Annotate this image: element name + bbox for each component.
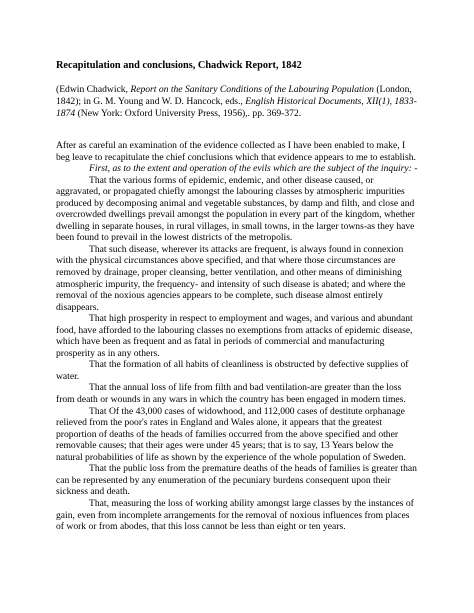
citation-work-title: Report on the Sanitary Conditions of the Labouring Population	[130, 84, 374, 95]
citation-part-2: (London, 1842); in G. M. Young and W. D. Hancock, eds.,	[56, 84, 412, 107]
paragraph-intro: After as careful an examination of the evidence collected as I have been enabled to make, I beg leave to recapitulate the chief conclusions which that evidence appears to me to establish.	[56, 140, 416, 163]
paragraph-5: That the annual loss of life from filth and bad ventilation-are greater than the loss from death or wounds in any wars in which the country has been engaged in modern times.	[56, 382, 406, 406]
paragraph-3: That high prosperity in respect to employment and wages, and various and abundant food, have afforded to the labouring classes no exemptions from attacks of epidemic disease, which have been as frequent and as fatal in periods of commercial and manufacturing prosperity as in any others.	[56, 313, 413, 359]
section-heading-first	[56, 163, 419, 175]
document-title: Recapitulation and conclusions, Chadwick Report, 1842	[56, 60, 302, 71]
paragraph-7: That the public loss from the premature deaths of the heads of families is greater than can be represented by any enumeration of the pecuniary burdens consequent upon their sickness and death.	[56, 463, 417, 498]
paragraph-6: That Of the 43,000 cases of widowhood, and 112,000 cases of destitute orphanage relieved from the poor's rates in England and Wales alone, it appears that the greatest proportion of deaths of the heads of families occurred from the above specified and other removable causes; that their ages were under 45 years; that is to say, 13 Years below the natural probabilities of life as shown by the experience of the whole population of Sweden.	[56, 405, 406, 463]
document-body	[56, 140, 419, 533]
section-heading-text: First, as to the extent and operation of the evils which are the subject of the inquiry: -	[89, 163, 418, 175]
citation-part-1: (Edwin Chadwick,	[56, 84, 131, 95]
citation	[56, 84, 418, 119]
citation-collection-title: English Historical Documents, XII(1), 1833-1874	[56, 95, 417, 119]
citation-part-3: (New York: Oxford University Press, 1956),. pp. 369-372.	[75, 107, 302, 119]
paragraph-1: That the various forms of epidemic, endemic, and other disease caused, or aggravated, or propagated chiefly amongst the labouring classes by atmospheric impurities produced by decomposing animal and vegetable substances, by damp and filth, and close and overcrowded dwellings prevail amongst the population in every part of the kingdom, whether dwelling in separate houses, in rural villages, in small towns, in the larger towns-as they have been found to prevail in the lowest districts of the metropolis.	[56, 174, 415, 244]
paragraph-8: That, measuring the loss of working ability amongst large classes by the instances of gain, even from incomplete arrangements for the removal of noxious influences from places of work or from abodes, that this loss cannot be less than eight or ten years.	[56, 497, 414, 533]
paragraph-4: That the formation of all habits of cleanliness is obstructed by defective supplies of water.	[56, 359, 409, 382]
paragraph-2: That such disease, wherever its attacks are frequent, is always found in connexion with the physical circumstances above specified, and that where those circumstances are removed by drainage, proper cleansing, better ventilation, and other means of diminishing atmospheric impurity, the frequency- and intensity of such disease is abated; and where the removal of the noxious agencies appears to be complete, such disease almost entirely disappears.	[56, 243, 406, 313]
